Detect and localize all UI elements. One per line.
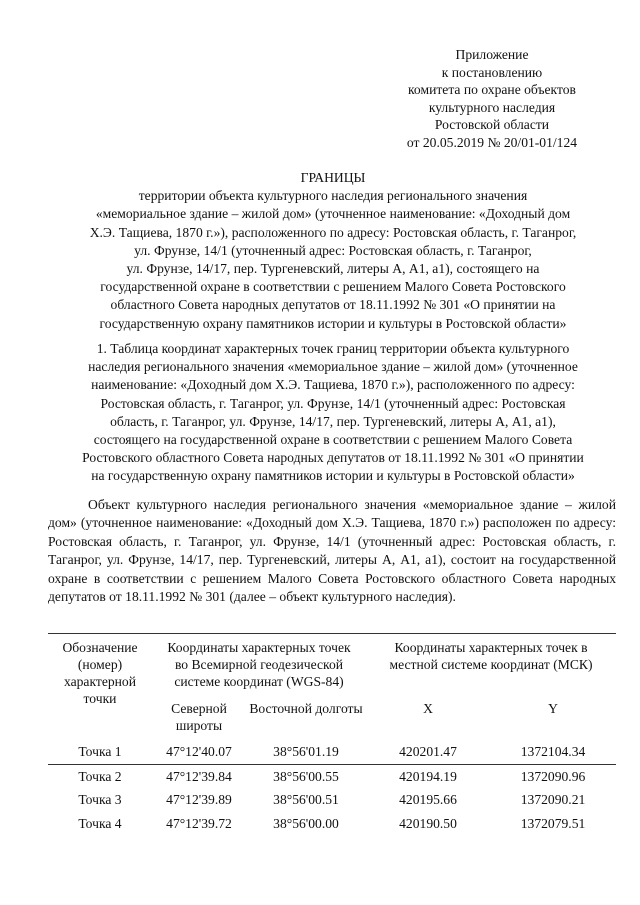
section-line: состоящего на государственной охране в соответствии с решением Малого Совета <box>93 432 573 448</box>
header-east: Восточной долготы <box>249 701 363 716</box>
annex-line: Приложение <box>455 47 529 62</box>
title-block <box>50 169 616 333</box>
table-row <box>48 812 616 836</box>
coordinates-table <box>48 633 616 835</box>
header-point-label: Обозначение (номер) характерной точки <box>48 634 152 741</box>
title-line: Х.Э. Тащиева, 1870 г.»), расположенного по адресу: Ростовская область, г. Таганрог, <box>89 224 577 240</box>
section-line: на государственную охрану памятников истории и культуры в Ростовской области» <box>91 468 575 484</box>
section-line: Ростовская область, г. Таганрог, ул. Фрунзе, 14/1 (уточненный адрес: Ростовская <box>100 395 566 411</box>
header-north: Северной широты <box>171 701 227 733</box>
cell-east: 38°56'00.55 <box>273 768 339 784</box>
section-line: область, г. Таганрог, ул. Фрунзе, 14/17, пер. Тургеневский, литеры А, А1, а1), <box>110 413 556 429</box>
annex-line: комитета по охране объектов <box>408 82 576 98</box>
cell-east: 38°56'01.19 <box>246 740 366 764</box>
table-row <box>48 740 616 764</box>
annex-line: Ростовской области <box>434 117 550 133</box>
cell-y: 1372090.96 <box>520 768 586 784</box>
section-line: Ростовского областного Совета народных депутатов от 18.11.1992 № 301 «О принятии <box>82 450 584 466</box>
cell-north: 47°12'39.72 <box>166 815 232 831</box>
title-line: государственной охране в соответствии с решением Малого Совета Ростовского <box>100 279 566 295</box>
cell-y: 1372090.21 <box>520 792 586 808</box>
cell-east: 38°56'00.00 <box>273 815 339 831</box>
annex-line: к постановлению <box>441 64 543 80</box>
cell-point: Точка 1 <box>48 740 152 764</box>
title-line: «мемориальное здание – жилой дом» (уточненное наименование: «Доходный дом <box>95 206 571 222</box>
section-line: 1. Таблица координат характерных точек границ территории объекта культурного <box>96 341 570 356</box>
table-row <box>48 764 616 788</box>
annex-block <box>392 46 592 152</box>
cell-x: 420195.66 <box>399 792 457 808</box>
table-row <box>48 788 616 812</box>
title-line: областного Совета народных депутатов от 18.11.1992 № 301 «О принятии на <box>110 297 556 313</box>
cell-point: Точка 4 <box>78 815 122 831</box>
title-line: ул. Фрунзе, 14/1 (уточненный адрес: Ростовская область, г. Таганрог, <box>134 242 532 258</box>
annex-line: от 20.05.2019 № 20/01-01/124 <box>406 134 578 150</box>
title-line: государственную охрану памятников истории и культуры в Ростовской области» <box>99 315 567 331</box>
cell-east: 38°56'00.51 <box>273 792 339 808</box>
cell-north: 47°12'39.89 <box>166 792 232 808</box>
title-line: ул. Фрунзе, 14/17, пер. Тургеневский, литеры А, А1, а1), состоящего на <box>126 261 540 277</box>
cell-north: 47°12'39.84 <box>166 768 232 784</box>
section-line: наименование: «Доходный дом Х.Э. Тащиева, 1870 г.»), расположенного по адресу: <box>91 377 575 393</box>
description-paragraph: Объект культурного наследия регионального значения «мемориальное здание – жилой дом» (уточненное наименование: «Доходный дом Х.Э. Тащиева, 1870 г.») расположен по адресу: Ростовская область, г. Таганрог, ул. Фрунзе, 14/1 (уточненный адрес: Ростовская область, г. Таганрог, ул. Фрунзе, 14/17, пер. Тургеневский, литеры А, А1, а1), состоит на государственной охране в соответствии с решением Малого Совета Ростовского областного Совета народных депутатов от 18.11.1992 № 301 (далее – объект культурного наследия). <box>48 497 616 605</box>
cell-y: 1372079.51 <box>520 815 586 831</box>
cell-x: 420194.19 <box>399 768 457 784</box>
annex-line: культурного наследия <box>428 99 556 115</box>
section-1-heading <box>50 340 616 486</box>
cell-x: 420190.50 <box>399 815 457 831</box>
section-line: наследия регионального значения «мемориальное здание – жилой дом» (уточненное <box>88 359 578 375</box>
cell-x: 420201.47 <box>366 740 490 764</box>
cell-point: Точка 2 <box>78 768 122 784</box>
header-msk: Координаты характерных точек в местной системе координат (МСК) <box>366 634 616 701</box>
header-y: Y <box>548 701 558 716</box>
cell-north: 47°12'40.07 <box>152 740 246 764</box>
document-heading: ГРАНИЦЫ <box>300 170 366 185</box>
cell-y: 1372104.34 <box>490 740 616 764</box>
header-x: X <box>423 701 433 716</box>
title-line: территории объекта культурного наследия регионального значения <box>138 188 528 204</box>
header-wgs: Координаты характерных точек во Всемирной геодезической системе координат (WGS-84) <box>152 634 366 701</box>
cell-point: Точка 3 <box>78 792 122 808</box>
